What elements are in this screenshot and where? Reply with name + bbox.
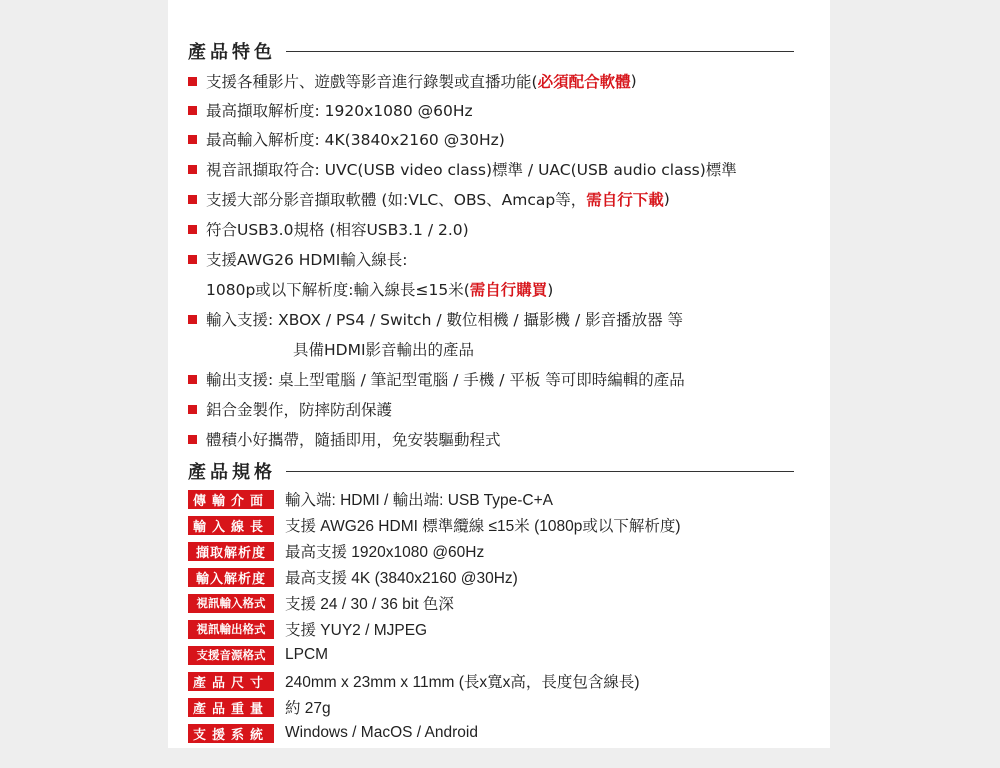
- feature-text: 支援各種影片、遊戲等影音進行錄製或直播功能(: [206, 73, 538, 91]
- bullet-icon: [188, 77, 197, 86]
- bullet-icon: [188, 195, 197, 204]
- spec-value: 最高支援 4K (3840x2160 @30Hz): [285, 570, 518, 587]
- features-divider: [286, 51, 794, 52]
- feature-text: 支援大部分影音擷取軟體 (如:VLC、OBS、Amcap等，: [206, 191, 587, 209]
- feature-tail: ): [630, 72, 637, 90]
- bullet-icon: [188, 135, 197, 144]
- feature-text: 體積小好攜帶，隨插即用，免安裝驅動程式: [206, 431, 501, 449]
- feature-text: 鋁合金製作，防摔防刮保護: [206, 401, 393, 419]
- feature-continuation-text: 1080p或以下解析度:輸入線長≤15米(: [206, 281, 470, 299]
- bullet-icon: [188, 405, 197, 414]
- bullet-icon: [188, 375, 197, 384]
- feature-text: 輸出支援: 桌上型電腦 / 筆記型電腦 / 手機 / 平板 等可即時編輯的產品: [206, 371, 685, 389]
- feature-item: [188, 368, 685, 390]
- spec-row: [188, 593, 454, 613]
- spec-row: [188, 697, 331, 717]
- specs-title: 產品規格: [188, 462, 276, 483]
- feature-item: [188, 218, 469, 240]
- feature-continuation: [206, 278, 553, 300]
- feature-text: 符合USB3.0規格 (相容USB3.1 / 2.0): [206, 221, 469, 239]
- bullet-icon: [188, 435, 197, 444]
- features-heading: [188, 38, 794, 64]
- feature-continuation: [293, 338, 474, 360]
- spec-label: 產品重量: [188, 698, 274, 717]
- specs-heading: [188, 458, 794, 484]
- spec-label: 輸入解析度: [188, 568, 274, 587]
- feature-continuation-text: 具備HDMI影音輸出的產品: [293, 341, 475, 359]
- feature-item: [188, 99, 473, 121]
- feature-text: 視音訊擷取符合: UVC(USB video class)標準 / UAC(USB audio class)標準: [206, 161, 737, 179]
- spec-label: 支援音源格式: [188, 646, 274, 665]
- feature-highlight: 需自行下載: [586, 191, 664, 209]
- features-title: 產品特色: [188, 42, 276, 63]
- feature-item: [188, 188, 670, 210]
- spec-value: 支援 YUY2 / MJPEG: [285, 622, 428, 639]
- feature-highlight: 必須配合軟體: [537, 73, 631, 91]
- spec-row: [188, 645, 328, 665]
- spec-value: 支援 AWG26 HDMI 標準纜線 ≤15米 (1080p或以下解析度): [285, 518, 681, 535]
- feature-tail: ): [547, 281, 554, 299]
- spec-row: [188, 723, 478, 743]
- spec-row: [188, 541, 484, 561]
- spec-row: [188, 515, 681, 535]
- spec-label: 視訊輸入格式: [188, 594, 274, 613]
- spec-row: [188, 619, 427, 639]
- spec-row: [188, 567, 518, 587]
- feature-text: 支援AWG26 HDMI輸入線長:: [206, 251, 408, 269]
- spec-row: [188, 671, 640, 691]
- feature-text: 最高擷取解析度: 1920x1080 @60Hz: [206, 102, 473, 120]
- spec-label: 傳輸介面: [188, 490, 274, 509]
- spec-value: 最高支援 1920x1080 @60Hz: [285, 544, 485, 561]
- spec-value: 約 27g: [285, 700, 331, 717]
- specs-divider: [286, 471, 794, 472]
- feature-text: 輸入支援: XBOX / PS4 / Switch / 數位相機 / 攝影機 / 影音播放器 等: [206, 311, 684, 329]
- feature-tail: ): [663, 190, 670, 208]
- bullet-icon: [188, 165, 197, 174]
- feature-item: [188, 398, 392, 420]
- spec-value: Windows / MacOS / Android: [285, 724, 478, 741]
- feature-item: [188, 308, 683, 330]
- spec-label: 產品尺寸: [188, 672, 274, 691]
- spec-value: 240mm x 23mm x 11mm (長x寬x高，長度包含線長): [285, 674, 640, 691]
- bullet-icon: [188, 255, 197, 264]
- feature-item: [188, 70, 637, 92]
- feature-item: [188, 128, 505, 150]
- spec-label: 支援系統: [188, 724, 274, 743]
- feature-text: 最高輸入解析度: 4K(3840x2160 @30Hz): [206, 131, 505, 149]
- feature-item: [188, 248, 408, 270]
- bullet-icon: [188, 225, 197, 234]
- spec-value: LPCM: [285, 646, 329, 663]
- spec-label: 輸入線長: [188, 516, 274, 535]
- spec-row: [188, 489, 553, 509]
- spec-value: 支援 24 / 30 / 36 bit 色深: [285, 596, 454, 613]
- spec-label: 擷取解析度: [188, 542, 274, 561]
- bullet-icon: [188, 315, 197, 324]
- spec-label: 視訊輸出格式: [188, 620, 274, 639]
- feature-item: [188, 158, 737, 180]
- spec-value: 輸入端: HDMI / 輸出端: USB Type-C+A: [285, 492, 553, 509]
- feature-highlight: 需自行購買: [469, 281, 548, 299]
- feature-item: [188, 428, 501, 450]
- bullet-icon: [188, 106, 197, 115]
